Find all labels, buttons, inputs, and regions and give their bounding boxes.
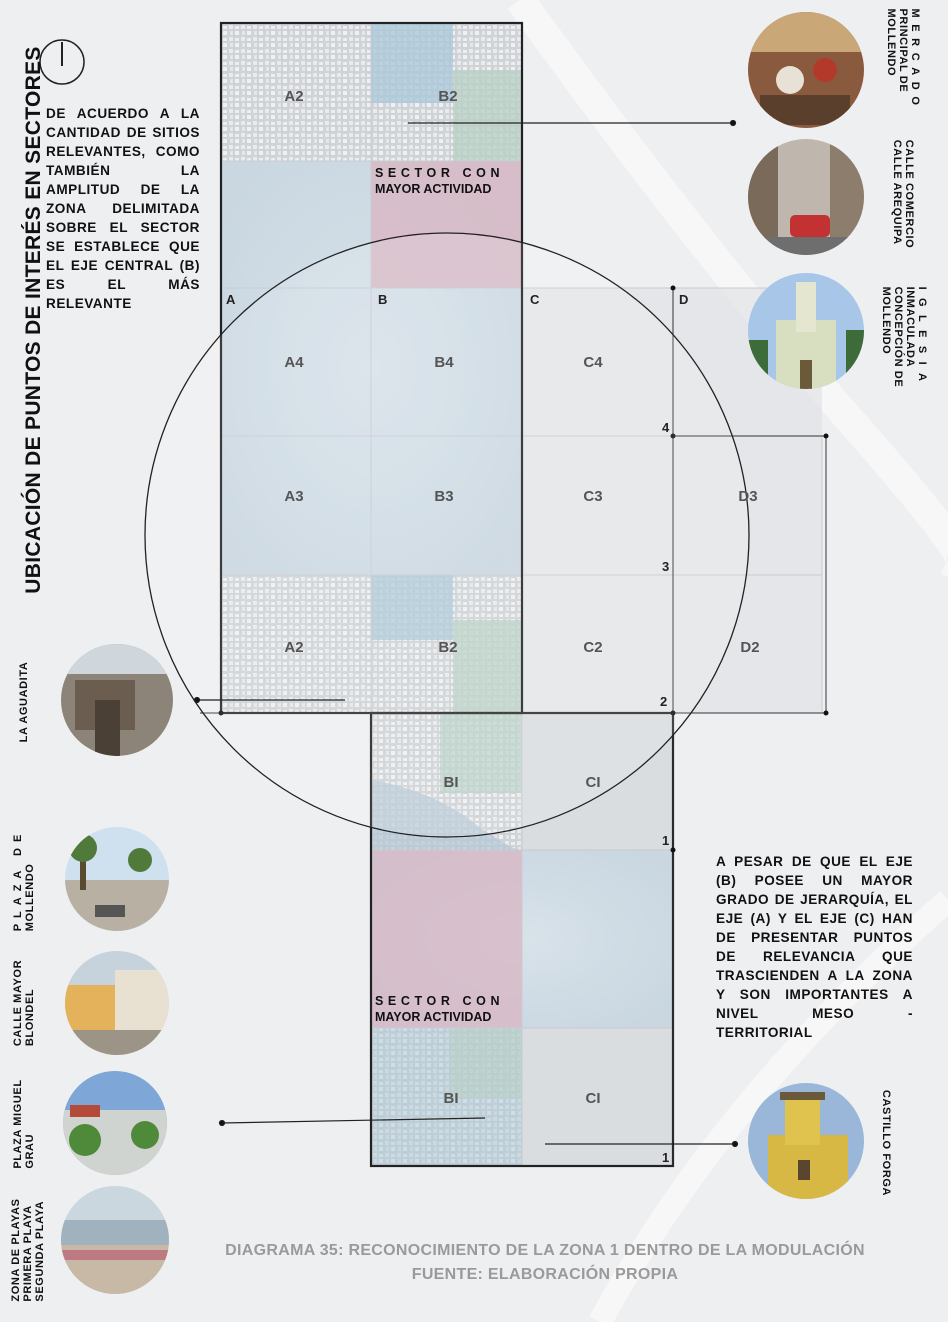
- axis-label-a: A: [226, 292, 236, 307]
- label-a3: A3: [284, 488, 304, 505]
- row-label-3: 3: [662, 559, 670, 574]
- label-c2: C2: [583, 639, 603, 656]
- sector-label-top-line1: SECTOR CON: [375, 166, 505, 180]
- label-calle-mayor-line2: BLONDEL: [24, 988, 36, 1047]
- photo-la-aguadita: [61, 644, 173, 756]
- right-paragraph: A PESAR DE QUE EL EJE (B) POSEE UN MAYOR GRADO DE JERARQUÍA, EL EJE (A) Y EL EJE (C) HAN DE PRESENTAR PUNTOS DE RELEVANCIA QUE TRASCIENDEN A LA ZONA Y SON IMPORTANTES A NIVEL MESO - TERRITORIAL: [716, 854, 913, 1040]
- sector-label-bottom-line1: SECTOR CON: [375, 994, 505, 1008]
- label-castillo-text: CASTILLO FORGA: [880, 1089, 892, 1197]
- row-label-2: 2: [660, 694, 668, 709]
- b2-top-green-zone: [453, 70, 522, 161]
- axis-label-d: D: [679, 292, 689, 307]
- sector-label-top-line2: MAYOR ACTIVIDAD: [375, 182, 492, 196]
- caption-line2: FUENTE: ELABORACIÓN PROPIA: [411, 1266, 679, 1283]
- label-iglesia: [880, 287, 928, 390]
- photo-plaza-grau: [63, 1071, 167, 1175]
- label-comercio-line2: CALLE AREQUIPA: [891, 139, 903, 245]
- label-c3: C3: [583, 488, 603, 505]
- label-playas-line3: SEGUNDA PLAYA: [34, 1200, 46, 1302]
- photo-mercado: [748, 12, 864, 128]
- photo-calle-mayor-blondel: [65, 951, 169, 1055]
- label-plaza-grau: [12, 1079, 36, 1168]
- label-d2: D2: [740, 639, 760, 656]
- label-playas-line2: PRIMERA PLAYA: [22, 1205, 34, 1302]
- label-a2-top: A2: [284, 88, 304, 105]
- label-b1: BI: [443, 774, 459, 791]
- label-plaza-grau-line2: GRAU: [24, 1133, 36, 1169]
- axis-label-b: B: [378, 292, 388, 307]
- label-plaza-mollendo-line1: PLAZA DE: [12, 828, 24, 932]
- label-b4: B4: [434, 354, 454, 371]
- label-aguadita-text: LA AGUADITA: [18, 661, 30, 743]
- row-label-1b: 1: [662, 1150, 670, 1165]
- label-a2: A2: [284, 639, 304, 656]
- row-label-1a: 1: [662, 833, 670, 848]
- label-playas-line1: ZONA DE PLAYAS: [10, 1198, 22, 1302]
- page-title: UBICACIÓN DE PUNTOS DE INTERÉS EN SECTORES: [22, 46, 45, 594]
- label-a4: A4: [284, 354, 304, 371]
- label-castillo-forga: [880, 1090, 892, 1196]
- photo-zona-playas: [61, 1186, 169, 1294]
- label-plaza-mollendo-line2: MOLLENDO: [24, 863, 36, 932]
- label-comercio-line1: CALLE COMERCIO: [903, 139, 915, 249]
- row-label-4: 4: [662, 420, 670, 435]
- photo-calle-comercio: [748, 139, 864, 255]
- influence-circle: [145, 233, 749, 837]
- photo-iglesia: [748, 273, 864, 389]
- label-b2-top: B2: [438, 88, 458, 105]
- label-mercado-line3: MOLLENDO: [885, 8, 897, 77]
- label-c1-low: CI: [585, 1090, 601, 1107]
- label-b2: B2: [438, 639, 458, 656]
- label-d3: D3: [738, 488, 758, 505]
- label-calle-mayor-blondel: [12, 960, 36, 1046]
- label-calle-comercio: [891, 140, 915, 249]
- axis-label-c: C: [530, 292, 540, 307]
- label-plaza-grau-line1: PLAZA MIGUEL: [12, 1079, 24, 1169]
- label-b1-low: BI: [443, 1090, 459, 1107]
- label-iglesia-line4: MOLLENDO: [880, 286, 892, 355]
- label-calle-mayor-line1: CALLE MAYOR: [12, 959, 24, 1047]
- label-iglesia-line1: IGLESIA: [916, 286, 928, 390]
- label-c4: C4: [583, 354, 603, 371]
- label-iglesia-line2: INMACULADA: [904, 286, 916, 368]
- label-c1: CI: [585, 774, 601, 791]
- label-zona-playas: [10, 1198, 46, 1301]
- label-mercado-line2: PRINCIPAL DE: [897, 8, 909, 93]
- sector-label-bottom-line2: MAYOR ACTIVIDAD: [375, 1010, 492, 1024]
- label-plaza-mollendo: [12, 829, 36, 932]
- label-b3: B3: [434, 488, 454, 505]
- label-la-aguadita: [18, 662, 30, 743]
- photo-plaza-mollendo: [65, 827, 169, 931]
- b1-low-green: [450, 1028, 522, 1098]
- label-mercado: [885, 8, 921, 111]
- photo-castillo-forga: [748, 1083, 864, 1199]
- label-mercado-line1: MERCADO: [909, 8, 921, 112]
- intro-paragraph: DE ACUERDO A LA CANTIDAD DE SITIOS RELEVANTES, COMO TAMBIÉN LA AMPLITUD DE LA ZONA DELIMITADA SOBRE EL SECTOR SE ESTABLECE QUE EL EJE CENTRAL (B) ES EL MÁS RELEVANTE: [46, 106, 200, 311]
- label-iglesia-line3: CONCEPCIÓN DE: [892, 286, 904, 388]
- caption-line1: DIAGRAMA 35: RECONOCIMIENTO DE LA ZONA 1 DENTRO DE LA MODULACIÓN: [225, 1242, 865, 1259]
